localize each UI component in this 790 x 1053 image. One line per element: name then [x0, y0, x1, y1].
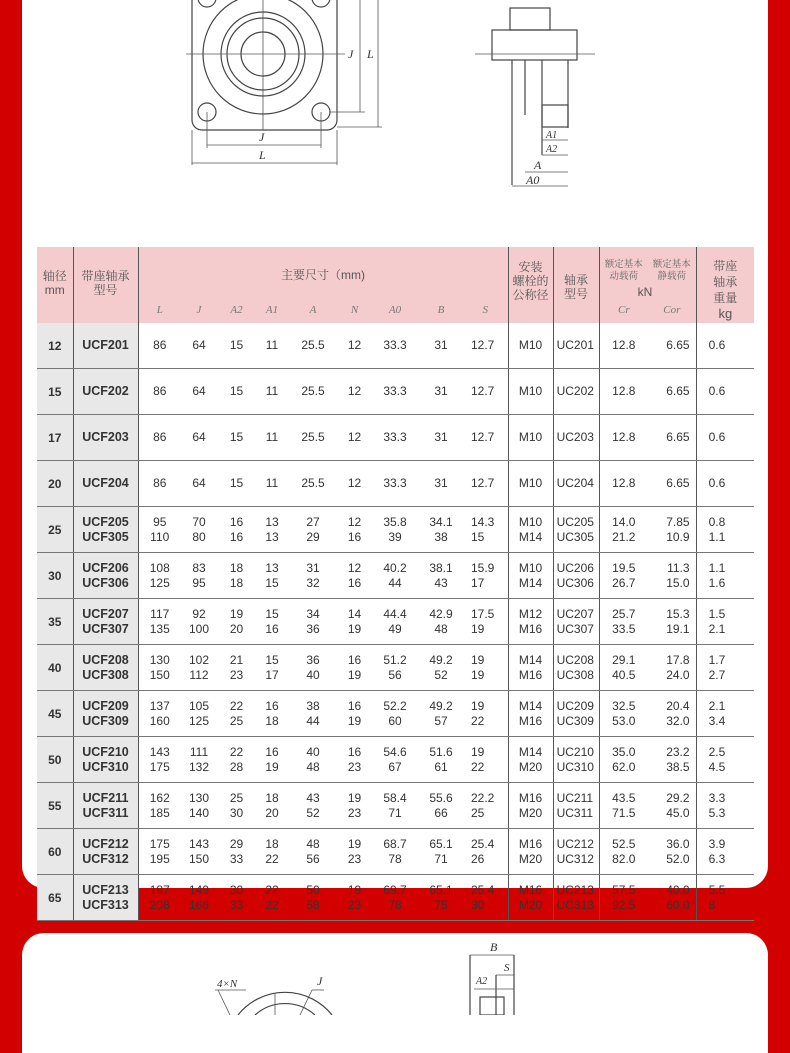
cell-a1: 18 22	[256, 829, 288, 875]
cell-shaft: 12	[37, 323, 73, 369]
cell-n: 16 23	[338, 737, 371, 783]
header-model: 带座轴承 型号	[73, 247, 138, 323]
cell-a1: 11	[256, 461, 288, 507]
cell-bearing: UC210 UC310	[553, 737, 599, 783]
cell-b: 31	[419, 369, 463, 415]
cell-l: 108 125	[138, 553, 181, 599]
cell-j: 111 132	[181, 737, 217, 783]
cell-a1: 16 18	[256, 691, 288, 737]
load-unit: kN	[637, 285, 653, 299]
cell-b: 31	[419, 415, 463, 461]
cell-bolt: M14 M16	[508, 645, 553, 691]
cell-j: 143 150	[181, 829, 217, 875]
table-row	[37, 875, 754, 921]
cell-kg: 0.6	[696, 461, 754, 507]
cell-bolt: M16 M20	[508, 783, 553, 829]
cell-a: 43 52	[288, 783, 338, 829]
cell-cor: 7.85 10.9	[648, 507, 696, 553]
cell-kg: 0.6	[696, 323, 754, 369]
cell-bolt: M10 M14	[508, 553, 553, 599]
cell-shaft: 45	[37, 691, 73, 737]
cell-cr: 12.8	[599, 415, 648, 461]
dim-b-bottom: B	[490, 940, 498, 954]
cell-kg: 1.5 2.1	[696, 599, 754, 645]
cell-a: 40 48	[288, 737, 338, 783]
side-view-drawing	[470, 0, 610, 195]
cell-shaft: 50	[37, 737, 73, 783]
spec-table-body	[37, 323, 754, 921]
cell-a0: 54.6 67	[371, 737, 419, 783]
cell-n: 12 16	[338, 507, 371, 553]
cell-a0: 33.3	[371, 415, 419, 461]
cell-a: 25.5	[288, 415, 338, 461]
cell-a1: 11	[256, 369, 288, 415]
cell-shaft: 60	[37, 829, 73, 875]
cell-kg: 2.5 4.5	[696, 737, 754, 783]
header-main-dims: 主要尺寸（mm)	[138, 247, 508, 297]
cell-j: 64	[181, 323, 217, 369]
cell-a1: 22 22	[256, 875, 288, 921]
cell-n: 12	[338, 415, 371, 461]
cell-a0: 40.2 44	[371, 553, 419, 599]
cell-cor: 6.65	[648, 323, 696, 369]
cell-cor: 36.0 52.0	[648, 829, 696, 875]
cell-model: UCF203	[73, 415, 138, 461]
cell-a2: 30 33	[217, 875, 256, 921]
cell-s: 25.4 26	[463, 829, 508, 875]
cell-b: 65.1 71	[419, 829, 463, 875]
cell-cor: 29.2 45.0	[648, 783, 696, 829]
cell-b: 65.1 75	[419, 875, 463, 921]
cell-a2: 19 20	[217, 599, 256, 645]
cell-shaft: 55	[37, 783, 73, 829]
cell-a: 25.5	[288, 323, 338, 369]
cell-kg: 5.5 8	[696, 875, 754, 921]
cell-bearing: UC213 UC313	[553, 875, 599, 921]
sym-j: J	[181, 297, 217, 323]
cell-a2: 15	[217, 461, 256, 507]
cell-cor: 6.65	[648, 369, 696, 415]
cell-l: 187 208	[138, 875, 181, 921]
cell-n: 16 19	[338, 645, 371, 691]
cell-kg: 3.9 6.3	[696, 829, 754, 875]
cell-cor: 11.3 15.0	[648, 553, 696, 599]
cell-kg: 3.3 5.3	[696, 783, 754, 829]
cell-l: 130 150	[138, 645, 181, 691]
cell-cr: 52.5 82.0	[599, 829, 648, 875]
cell-cor: 23.2 38.5	[648, 737, 696, 783]
table-row	[37, 323, 754, 369]
cell-j: 149 166	[181, 875, 217, 921]
sym-a1: A1	[256, 297, 288, 323]
cell-a1: 11	[256, 415, 288, 461]
cell-bearing: UC207 UC307	[553, 599, 599, 645]
cell-a1: 13 13	[256, 507, 288, 553]
table-row	[37, 461, 754, 507]
cell-b: 34.1 38	[419, 507, 463, 553]
sym-cr: kN Cr	[599, 297, 648, 323]
cell-b: 42.9 48	[419, 599, 463, 645]
cell-a0: 69.7 78	[371, 875, 419, 921]
dim-a: A	[534, 158, 542, 172]
sym-cor: Cor	[648, 297, 696, 323]
cell-a2: 18 18	[217, 553, 256, 599]
cell-s: 19 22	[463, 737, 508, 783]
cell-l: 175 195	[138, 829, 181, 875]
header-load-static: 额定基本 静载荷	[648, 247, 696, 297]
cell-cor: 6.65	[648, 415, 696, 461]
cell-s: 17.5 19	[463, 599, 508, 645]
cell-a2: 16 16	[217, 507, 256, 553]
sym-b: B	[419, 297, 463, 323]
table-row	[37, 737, 754, 783]
cell-s: 12.7	[463, 323, 508, 369]
sym-l: L	[138, 297, 181, 323]
cell-l: 86	[138, 415, 181, 461]
cell-b: 51.6 61	[419, 737, 463, 783]
dim-a0: A0	[526, 173, 540, 187]
table-row	[37, 599, 754, 645]
cell-j: 64	[181, 461, 217, 507]
cell-kg: 2.1 3.4	[696, 691, 754, 737]
cell-a2: 21 23	[217, 645, 256, 691]
dim-j-vertical: J	[348, 47, 354, 61]
cell-shaft: 25	[37, 507, 73, 553]
cell-kg: 0.8 1.1	[696, 507, 754, 553]
cell-bolt: M16 M20	[508, 875, 553, 921]
cell-j: 105 125	[181, 691, 217, 737]
cell-cor: 6.65	[648, 461, 696, 507]
cell-a2: 22 28	[217, 737, 256, 783]
dim-a2: A2	[546, 144, 558, 155]
cell-a: 48 56	[288, 829, 338, 875]
cell-j: 92 100	[181, 599, 217, 645]
cell-a: 25.5	[288, 369, 338, 415]
cell-shaft: 30	[37, 553, 73, 599]
bottom-drawing	[200, 933, 540, 1015]
cell-l: 86	[138, 323, 181, 369]
cell-model: UCF210 UCF310	[73, 737, 138, 783]
cell-j: 102 112	[181, 645, 217, 691]
header-bearing: 轴承 型号	[553, 247, 599, 323]
cell-n: 12	[338, 323, 371, 369]
cell-cor: 40.0 60.0	[648, 875, 696, 921]
cell-l: 137 160	[138, 691, 181, 737]
cell-l: 86	[138, 369, 181, 415]
cell-bolt: M14 M20	[508, 737, 553, 783]
cell-a2: 15	[217, 415, 256, 461]
cell-a0: 33.3	[371, 323, 419, 369]
cell-n: 12 16	[338, 553, 371, 599]
dim-j-bottom: J	[317, 974, 323, 988]
cell-bearing: UC205 UC305	[553, 507, 599, 553]
cell-model: UCF206 UCF306	[73, 553, 138, 599]
table-row	[37, 415, 754, 461]
sym-a0: A0	[371, 297, 419, 323]
cell-kg: 1.7 2.7	[696, 645, 754, 691]
cell-bearing: UC203	[553, 415, 599, 461]
dim-a1: A1	[546, 130, 558, 141]
cell-s: 12.7	[463, 369, 508, 415]
cell-cor: 20.4 32.0	[648, 691, 696, 737]
cell-bearing: UC202	[553, 369, 599, 415]
cell-n: 14 19	[338, 599, 371, 645]
dim-a2-bottom: A2	[476, 976, 488, 987]
cell-a0: 33.3	[371, 369, 419, 415]
cell-shaft: 20	[37, 461, 73, 507]
cell-a0: 35.8 39	[371, 507, 419, 553]
cell-a: 36 40	[288, 645, 338, 691]
cell-a: 31 32	[288, 553, 338, 599]
cell-cr: 29.1 40.5	[599, 645, 648, 691]
cell-l: 117 135	[138, 599, 181, 645]
table-row	[37, 645, 754, 691]
cell-bearing: UC201	[553, 323, 599, 369]
cell-a2: 22 25	[217, 691, 256, 737]
cell-cor: 15.3 19.1	[648, 599, 696, 645]
cell-a: 27 29	[288, 507, 338, 553]
cell-shaft: 15	[37, 369, 73, 415]
cell-model: UCF201	[73, 323, 138, 369]
cell-model: UCF213 UCF313	[73, 875, 138, 921]
cell-model: UCF204	[73, 461, 138, 507]
cell-bolt: M10	[508, 369, 553, 415]
cell-cor: 17.8 24.0	[648, 645, 696, 691]
cell-l: 143 175	[138, 737, 181, 783]
cell-n: 12	[338, 461, 371, 507]
cell-kg: 1.1 1.6	[696, 553, 754, 599]
cell-a1: 15 16	[256, 599, 288, 645]
cell-cr: 19.5 26.7	[599, 553, 648, 599]
cell-bolt: M10	[508, 323, 553, 369]
cell-s: 19 22	[463, 691, 508, 737]
cell-s: 14.3 15	[463, 507, 508, 553]
cell-cr: 57.5 92.5	[599, 875, 648, 921]
cell-bearing: UC212 UC312	[553, 829, 599, 875]
table-row	[37, 369, 754, 415]
cell-j: 130 140	[181, 783, 217, 829]
cell-bolt: M10 M14	[508, 507, 553, 553]
cell-s: 15.9 17	[463, 553, 508, 599]
cell-l: 95 110	[138, 507, 181, 553]
cell-a2: 25 30	[217, 783, 256, 829]
cell-n: 16 19	[338, 691, 371, 737]
cell-a: 38 44	[288, 691, 338, 737]
cell-bolt: M10	[508, 461, 553, 507]
header-bolt: 安装 螺栓的 公称径	[508, 247, 553, 323]
cell-a0: 33.3	[371, 461, 419, 507]
cell-a2: 15	[217, 369, 256, 415]
cell-n: 12	[338, 369, 371, 415]
header-load-dynamic: 额定基本 动载荷	[599, 247, 648, 297]
table-row	[37, 507, 754, 553]
table-row	[37, 553, 754, 599]
cell-b: 49.2 52	[419, 645, 463, 691]
cell-j: 70 80	[181, 507, 217, 553]
cell-cr: 12.8	[599, 369, 648, 415]
cell-model: UCF208 UCF308	[73, 645, 138, 691]
cell-s: 12.7	[463, 415, 508, 461]
sym-a: A	[288, 297, 338, 323]
cell-j: 64	[181, 369, 217, 415]
dim-l-vertical: L	[367, 47, 374, 61]
cell-bolt: M14 M16	[508, 691, 553, 737]
cell-l: 162 185	[138, 783, 181, 829]
cell-model: UCF212 UCF312	[73, 829, 138, 875]
cell-a0: 52.2 60	[371, 691, 419, 737]
cell-model: UCF202	[73, 369, 138, 415]
cell-b: 38.1 43	[419, 553, 463, 599]
cell-l: 86	[138, 461, 181, 507]
cell-a: 25.5	[288, 461, 338, 507]
dim-l-horizontal: L	[259, 148, 266, 162]
cell-bolt: M10	[508, 415, 553, 461]
cell-model: UCF205 UCF305	[73, 507, 138, 553]
cell-shaft: 65	[37, 875, 73, 921]
cell-cr: 43.5 71.5	[599, 783, 648, 829]
front-view-drawing	[170, 0, 400, 175]
header-shaft: 轴径 mm	[37, 247, 73, 323]
cell-a0: 58.4 71	[371, 783, 419, 829]
dim-s-bottom: S	[504, 962, 510, 974]
cell-kg: 0.6	[696, 369, 754, 415]
sym-n: N	[338, 297, 371, 323]
dim-holes: 4×N	[217, 978, 238, 990]
cell-cr: 12.8	[599, 461, 648, 507]
cell-cr: 35.0 62.0	[599, 737, 648, 783]
cell-bolt: M12 M16	[508, 599, 553, 645]
cell-a0: 68.7 78	[371, 829, 419, 875]
cell-b: 31	[419, 461, 463, 507]
cell-shaft: 40	[37, 645, 73, 691]
cell-bearing: UC211 UC311	[553, 783, 599, 829]
cell-bearing: UC206 UC306	[553, 553, 599, 599]
cell-b: 55.6 66	[419, 783, 463, 829]
cell-shaft: 35	[37, 599, 73, 645]
cell-a0: 44.4 49	[371, 599, 419, 645]
cell-s: 12.7	[463, 461, 508, 507]
cell-cr: 25.7 33.5	[599, 599, 648, 645]
cell-a0: 51.2 56	[371, 645, 419, 691]
cell-cr: 14.0 21.2	[599, 507, 648, 553]
cell-j: 64	[181, 415, 217, 461]
sym-a2: A2	[217, 297, 256, 323]
cell-n: 19 23	[338, 783, 371, 829]
header-weight: 带座 轴承 重量 kg	[696, 247, 754, 323]
cell-n: 19 23	[338, 875, 371, 921]
cell-s: 22.2 25	[463, 783, 508, 829]
cell-a1: 11	[256, 323, 288, 369]
cell-kg: 0.6	[696, 415, 754, 461]
cell-cr: 32.5 53.0	[599, 691, 648, 737]
cell-a1: 18 20	[256, 783, 288, 829]
cell-n: 19 23	[338, 829, 371, 875]
table-row	[37, 691, 754, 737]
cell-bearing: UC204	[553, 461, 599, 507]
cell-bearing: UC208 UC308	[553, 645, 599, 691]
sym-s: S	[463, 297, 508, 323]
cell-model: UCF207 UCF307	[73, 599, 138, 645]
cell-shaft: 17	[37, 415, 73, 461]
cell-b: 31	[419, 323, 463, 369]
cell-a: 50 58	[288, 875, 338, 921]
cell-a1: 13 15	[256, 553, 288, 599]
cell-a: 34 36	[288, 599, 338, 645]
cell-a1: 16 19	[256, 737, 288, 783]
dim-j-horizontal: J	[259, 130, 265, 144]
table-row	[37, 829, 754, 875]
cell-b: 49.2 57	[419, 691, 463, 737]
cell-a2: 15	[217, 323, 256, 369]
cell-bearing: UC209 UC309	[553, 691, 599, 737]
cell-s: 25.4 30	[463, 875, 508, 921]
cell-cr: 12.8	[599, 323, 648, 369]
cell-s: 19 19	[463, 645, 508, 691]
spec-table	[37, 247, 754, 921]
cell-a1: 15 17	[256, 645, 288, 691]
cell-a2: 29 33	[217, 829, 256, 875]
cell-j: 83 95	[181, 553, 217, 599]
cell-bolt: M16 M20	[508, 829, 553, 875]
table-row	[37, 783, 754, 829]
cell-model: UCF209 UCF309	[73, 691, 138, 737]
cell-model: UCF211 UCF311	[73, 783, 138, 829]
